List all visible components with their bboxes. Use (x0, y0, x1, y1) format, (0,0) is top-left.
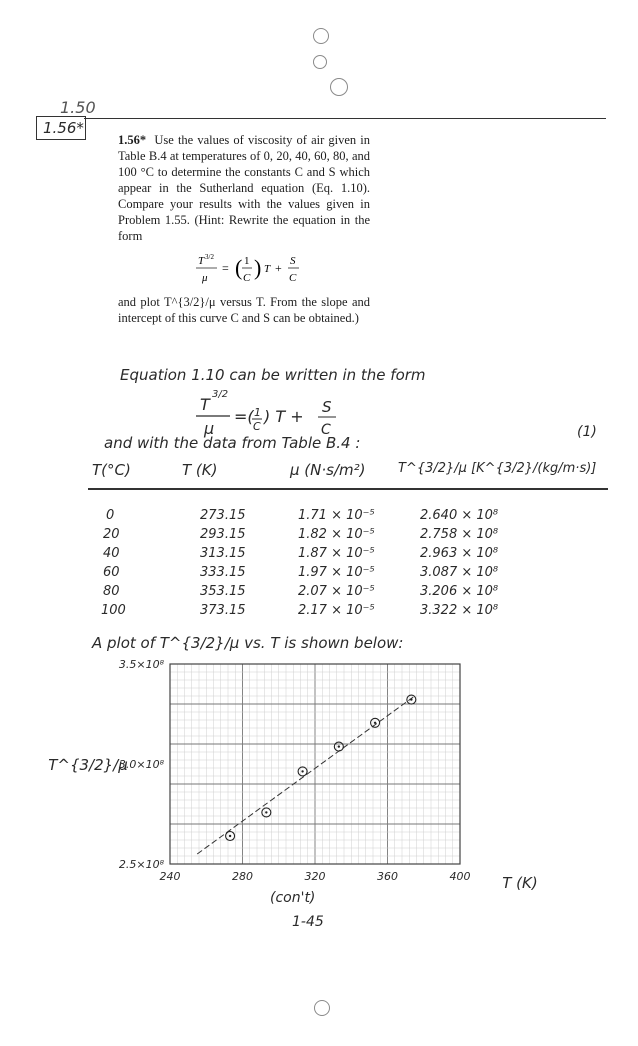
column-header: μ (N·s/m²) (290, 461, 366, 479)
column-header: T(°C) (92, 461, 131, 479)
continued-note: (con't) (270, 890, 316, 906)
table-cell: 3.087 × 10⁸ (420, 565, 499, 580)
data-point-center (338, 745, 340, 747)
svg-text:S: S (290, 255, 296, 267)
table-cell: 1.87 × 10⁻⁵ (298, 546, 375, 561)
x-tick-label: 400 (449, 870, 471, 883)
solution-equation (190, 384, 390, 438)
svg-text:3/2: 3/2 (205, 253, 214, 261)
y-tick-label: 3.0×10⁸ (118, 758, 164, 771)
table-cell: 100 (101, 603, 126, 618)
table-cell: 3.206 × 10⁸ (420, 584, 499, 599)
svg-text:T: T (200, 395, 210, 414)
problem-equation (118, 250, 370, 290)
svg-text:) T +: ) T + (264, 407, 304, 426)
binder-hole (313, 55, 327, 69)
svg-text:C: C (289, 272, 297, 284)
table-cell: 40 (103, 546, 120, 561)
table-row (0, 508, 638, 524)
scatter-chart (40, 650, 580, 900)
svg-text:=(: =( (234, 407, 254, 426)
table-row (0, 603, 638, 619)
table-cell: 2.17 × 10⁻⁵ (298, 603, 375, 618)
table-cell: 80 (103, 584, 120, 599)
svg-text:μ: μ (204, 419, 215, 438)
table-row (0, 584, 638, 600)
problem-after: and plot T^{3/2}/μ versus T. From the slope and intercept of this curve C and S can be obtained.) (118, 295, 370, 325)
table-row (0, 546, 638, 562)
svg-text:S: S (322, 398, 332, 416)
table-cell: 20 (103, 527, 120, 542)
table-intro: and with the data from Table B.4 : (104, 434, 361, 452)
problem-number: 1.56* (118, 133, 147, 147)
binder-hole (314, 1000, 330, 1016)
table-cell: 2.640 × 10⁸ (420, 508, 499, 523)
table-cell: 1.82 × 10⁻⁵ (298, 527, 375, 542)
data-point-center (374, 722, 376, 724)
binder-hole (330, 78, 348, 96)
svg-text:1: 1 (254, 406, 261, 419)
problem-text: Use the values of viscosity of air given in Table B.4 at temperatures of 0, 20, 40, 60, 80, and 100 °C to determine the constants C and S which appear in the Sutherland equation (Eq. 1.10). Compare your results with the values given in Problem 1.55. (Hint: Rewrite the equation in the form (118, 133, 371, 243)
svg-text:T: T (198, 255, 205, 267)
column-header: T (K) (182, 461, 218, 479)
equation-number: (1) (577, 424, 597, 440)
table-cell: 3.322 × 10⁸ (420, 603, 499, 618)
plot-intro: A plot of T^{3/2}/μ vs. T is shown below: (92, 634, 404, 652)
problem-box-label: 1.56* (43, 119, 84, 137)
table-cell: 373.15 (200, 603, 246, 618)
binder-hole (313, 28, 329, 44)
column-header: T^{3/2}/μ [K^{3/2}/(kg/m·s)] (398, 461, 597, 476)
y-tick-label: 2.5×10⁸ (118, 858, 164, 871)
table-row (0, 565, 638, 581)
x-tick-label: 280 (232, 870, 253, 883)
data-point-center (301, 770, 303, 772)
table-row (0, 527, 638, 543)
table-cell: 1.97 × 10⁻⁵ (298, 565, 375, 580)
solution-intro: Equation 1.10 can be written in the form (120, 366, 426, 384)
svg-text:C: C (243, 272, 251, 284)
svg-text:C: C (253, 420, 261, 433)
svg-text:=: = (222, 261, 229, 275)
table-cell: 293.15 (200, 527, 246, 542)
table-cell: 333.15 (200, 565, 246, 580)
table-cell: 353.15 (200, 584, 246, 599)
table-cell: 2.963 × 10⁸ (420, 546, 499, 561)
svg-text:): ) (254, 255, 262, 280)
problem-statement (118, 132, 370, 326)
table-cell: 2.07 × 10⁻⁵ (298, 584, 375, 599)
svg-text:+: + (275, 261, 282, 275)
data-point-center (410, 698, 412, 700)
page-number: 1-45 (292, 914, 324, 930)
table-cell: 313.15 (200, 546, 246, 561)
table-cell: 2.758 × 10⁸ (420, 527, 499, 542)
data-point-center (265, 811, 267, 813)
svg-text:1: 1 (244, 255, 250, 267)
hint-equation-svg (118, 250, 370, 290)
data-point-center (229, 835, 231, 837)
table-cell: 60 (103, 565, 120, 580)
x-tick-label: 320 (304, 870, 326, 883)
table-cell: 1.71 × 10⁻⁵ (298, 508, 375, 523)
table-cell: 273.15 (200, 508, 246, 523)
x-tick-label: 360 (377, 870, 398, 883)
table-cell: 0 (106, 508, 115, 523)
margin-note: 1.50 (60, 98, 96, 117)
problem-box (36, 116, 86, 140)
y-axis-label: T^{3/2}/μ (48, 756, 128, 774)
header-rule (84, 118, 606, 119)
svg-text:C: C (321, 422, 331, 438)
table-header-rule (88, 488, 608, 490)
svg-text:(: ( (235, 255, 243, 280)
svg-text:3/2: 3/2 (212, 389, 229, 400)
x-tick-label: 240 (159, 870, 181, 883)
svg-text:μ: μ (202, 272, 208, 284)
svg-text:T: T (264, 263, 271, 275)
x-axis-label: T (K) (502, 874, 538, 892)
y-tick-label: 3.5×10⁸ (118, 658, 164, 671)
table-header (0, 461, 638, 477)
